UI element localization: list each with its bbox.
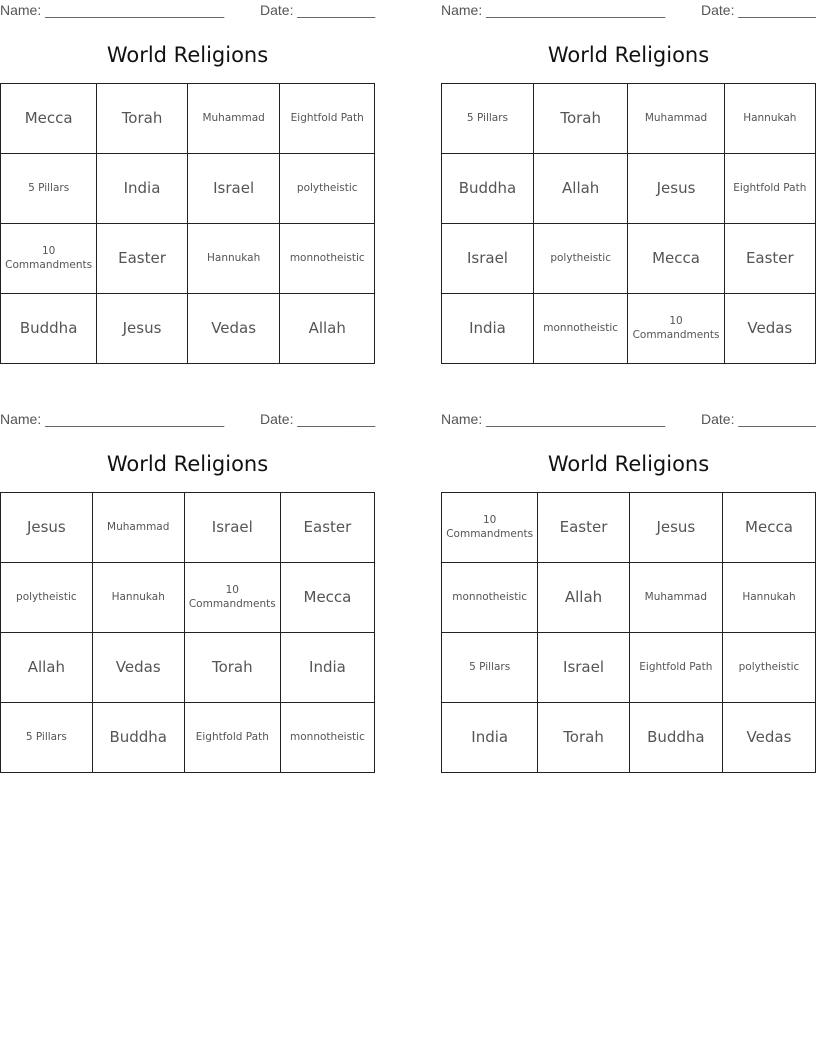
bingo-cell: Buddha [92,703,184,773]
bingo-cell: India [280,633,374,703]
bingo-cell: polytheistic [533,224,627,294]
grid-row [442,633,816,703]
date-field[interactable]: Date: __________ [701,411,816,427]
date-field[interactable]: Date: __________ [260,411,376,427]
bingo-cell: 5 Pillars [1,703,93,773]
name-field[interactable]: Name: _______________________ [441,2,666,18]
bingo-cell: Torah [184,633,280,703]
name-date-line [441,0,816,20]
bingo-cell: Easter [724,224,815,294]
grid-row [442,563,816,633]
name-field[interactable]: Name: _______________________ [441,411,666,427]
bingo-cell: India [442,703,538,773]
card-title: World Religions [106,452,269,476]
bingo-cell: 5 Pillars [1,154,97,224]
bingo-cell: Eightfold Path [724,154,815,224]
bingo-cell: Israel [538,633,629,703]
bingo-grid [0,492,375,773]
bingo-cell: Buddha [629,703,722,773]
bingo-cell: Mecca [280,563,374,633]
card-title: World Religions [547,43,710,67]
bingo-cell: Vedas [722,703,815,773]
bingo-cell: Vedas [92,633,184,703]
bingo-cell: Israel [187,154,280,224]
grid-row [1,633,375,703]
bingo-cell: India [97,154,188,224]
bingo-cell: India [442,294,534,364]
bingo-cell: Eightfold Path [629,633,722,703]
bingo-cell: Vedas [724,294,815,364]
name-field[interactable]: Name: _______________________ [0,2,225,18]
bingo-cell: Allah [538,563,629,633]
bingo-cell: Allah [533,154,627,224]
name-field[interactable]: Name: _______________________ [0,411,225,427]
bingo-cell: Jesus [1,493,93,563]
bingo-grid [441,492,816,773]
bingo-cell: 5 Pillars [442,84,534,154]
bingo-cell: Allah [1,633,93,703]
grid-row [442,703,816,773]
bingo-cell: 5 Pillars [442,633,538,703]
bingo-cell: monnotheistic [442,563,538,633]
bingo-cell: polytheistic [722,633,815,703]
bingo-cell: 10 Commandments [184,563,280,633]
bingo-grid [0,83,375,364]
card-title: World Religions [547,452,710,476]
bingo-cell: Muhammad [187,84,280,154]
bingo-cell: Torah [97,84,188,154]
grid-row [1,224,375,294]
grid-row [1,154,375,224]
bingo-cell: Muhammad [629,563,722,633]
grid-row [442,493,816,563]
bingo-cell: Eightfold Path [280,84,375,154]
bingo-cell: Easter [97,224,188,294]
bingo-cell: Buddha [442,154,534,224]
grid-row [442,154,816,224]
bingo-cell: Israel [184,493,280,563]
grid-row [1,563,375,633]
bingo-cell: Jesus [97,294,188,364]
bingo-cell: Muhammad [92,493,184,563]
date-field[interactable]: Date: __________ [260,2,376,18]
name-date-line [0,409,375,429]
grid-row [442,224,816,294]
grid-row [1,294,375,364]
bingo-cell: monnotheistic [280,224,375,294]
bingo-cell: Easter [280,493,374,563]
bingo-cell: polytheistic [1,563,93,633]
bingo-cell: Mecca [628,224,724,294]
date-field[interactable]: Date: __________ [701,2,816,18]
bingo-cell: Mecca [1,84,97,154]
bingo-cell: monnotheistic [280,703,374,773]
bingo-cell: monnotheistic [533,294,627,364]
bingo-cell: Easter [538,493,629,563]
bingo-cell: Jesus [628,154,724,224]
bingo-cell: Torah [538,703,629,773]
bingo-cell: Hannukah [92,563,184,633]
bingo-cell: Allah [280,294,375,364]
grid-row [1,84,375,154]
bingo-cell: 10 Commandments [1,224,97,294]
bingo-cell: Mecca [722,493,815,563]
bingo-cell: Hannukah [724,84,815,154]
bingo-grid [441,83,816,364]
grid-row [1,703,375,773]
bingo-cell: 10 Commandments [442,493,538,563]
grid-row [442,294,816,364]
bingo-cell: Vedas [187,294,280,364]
card-title: World Religions [106,43,269,67]
bingo-cell: Muhammad [628,84,724,154]
grid-row [442,84,816,154]
bingo-cell: Israel [442,224,534,294]
bingo-cell: polytheistic [280,154,375,224]
bingo-cell: Hannukah [722,563,815,633]
bingo-cell: Jesus [629,493,722,563]
bingo-cell: Torah [533,84,627,154]
bingo-cell: 10 Commandments [628,294,724,364]
bingo-cell: Hannukah [187,224,280,294]
name-date-line [441,409,816,429]
bingo-cell: Eightfold Path [184,703,280,773]
grid-row [1,493,375,563]
name-date-line [0,0,375,20]
bingo-cell: Buddha [1,294,97,364]
